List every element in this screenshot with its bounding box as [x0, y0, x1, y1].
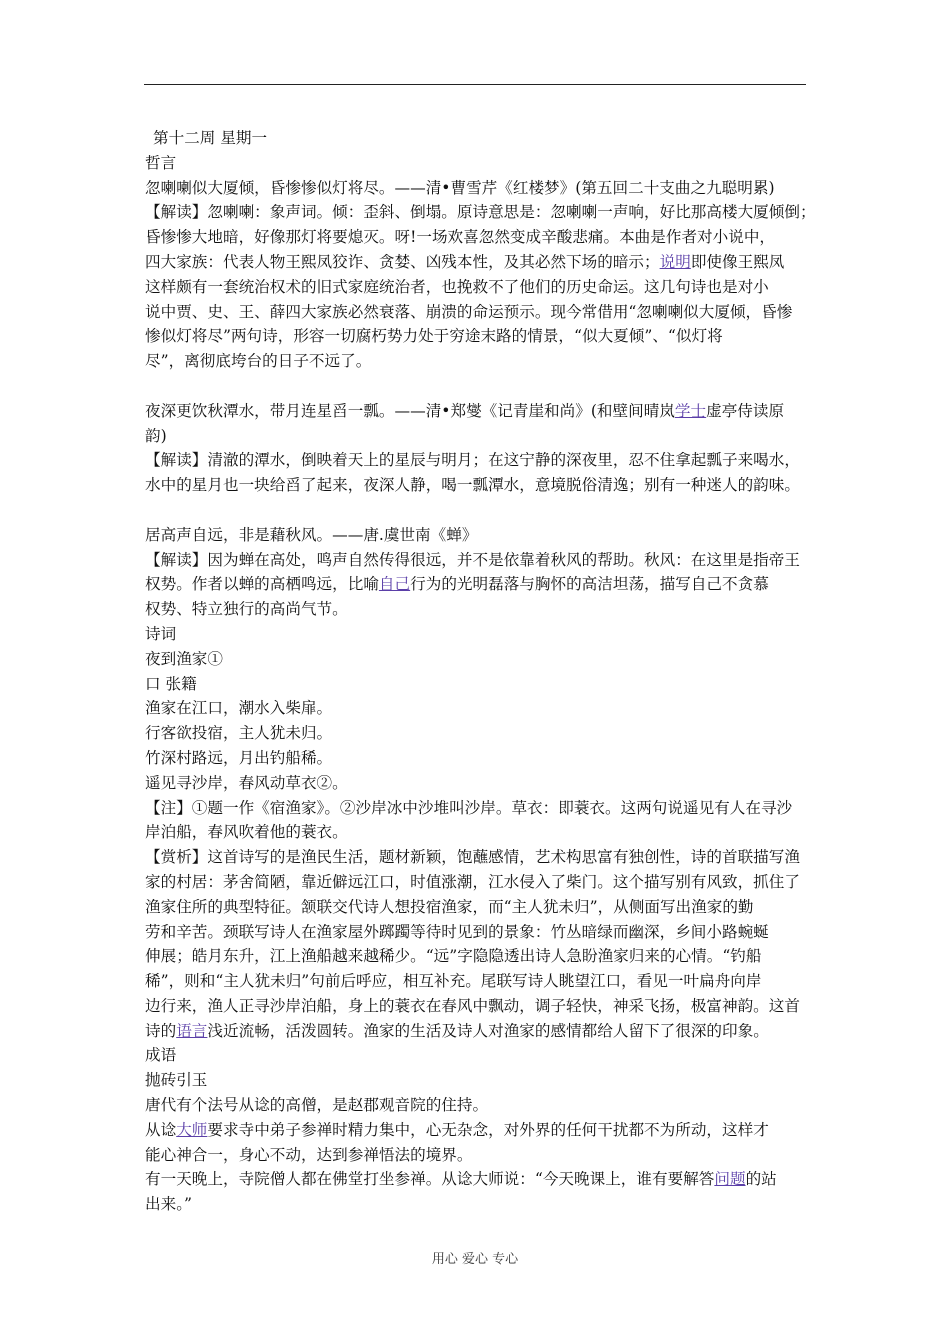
- idiom-story: 出来。”: [145, 1195, 192, 1214]
- poem-title: 夜到渔家①: [145, 649, 223, 668]
- header-rule: [144, 84, 806, 85]
- quote-2-text: 韵): [145, 426, 167, 445]
- page-footer: 用心 爱心 专心: [431, 1252, 519, 1267]
- quote-2-text: [145, 399, 809, 424]
- week-heading: 第十二周 星期一: [153, 129, 268, 147]
- section-heading-philosophy: 哲言: [145, 153, 177, 172]
- link-yuyan[interactable]: 语言: [176, 1021, 208, 1040]
- quote-1-explanation: 尽”，离彻底垮台的日子不远了。: [145, 352, 372, 371]
- poem-analysis: 边行来，渔人正寻沙岸泊船，身上的蓑衣在春风中飘动，调子轻快，神采飞扬，极富神韵。这首: [145, 996, 800, 1015]
- text-span: 夜深更饮秋潭水，带月连星舀一瓢。——清•郑燮《记青崖和尚》(和壁间晴岚: [145, 401, 675, 420]
- idiom-story: 能心神合一，身心不动，达到参禅悟法的境界。: [145, 1145, 473, 1164]
- poem-line: 行客欲投宿，主人犹未归。: [145, 724, 333, 743]
- text-span: 诗的: [145, 1021, 177, 1040]
- quote-1-explanation: 这样颇有一套统治权术的旧式家庭统治者，也挽救不了他们的历史命运。这几句诗也是对小: [145, 277, 769, 296]
- link-dashi[interactable]: 大师: [176, 1120, 208, 1139]
- quote-1-explanation: 【解读】忽喇喇：象声词。倾：歪斜、倒塌。原诗意思是：忽喇喇一声响，好比那高楼大厦倾倒；: [145, 203, 816, 222]
- section-heading-idiom: 成语: [145, 1046, 177, 1065]
- poem-analysis: 【赏析】这首诗写的是渔民生活，题材新颖，饱蘸感情，艺术构思富有独创性，诗的首联描写渔: [145, 848, 800, 867]
- text-span: 即使像王熙凤: [690, 252, 785, 271]
- quote-3-explanation: 【解读】因为蝉在高处，鸣声自然传得很远，并不是依靠着秋风的帮助。秋风：在这里是指帝王: [145, 550, 800, 569]
- quote-1-explanation: [145, 250, 809, 275]
- text-span: 权势。作者以蝉的高栖鸣远，比喻: [145, 575, 379, 594]
- poem-line: 遥见寻沙岸，春风动草衣②。: [145, 773, 348, 792]
- quote-1-explanation: 惨似灯将尽”两句诗，形容一切腐朽势力处于穷途末路的情景，“似大夏倾”、“似灯将: [145, 327, 723, 346]
- text-span: 四大家族：代表人物王熙凤狡诈、贪婪、凶残本性，及其必然下场的暗示；: [145, 252, 660, 271]
- poem-analysis: 伸展；皓月东升，江上渔船越来越稀少。“远”字隐隐透出诗人急盼渔家归来的心情。“钓船: [145, 947, 762, 966]
- text-span: 从谂: [145, 1120, 177, 1139]
- spacer: [145, 374, 809, 399]
- quote-3-explanation: 权势、特立独行的高尚气节。: [145, 600, 348, 619]
- quote-2-explanation: 【解读】清澈的潭水，倒映着天上的星辰与明月；在这宁静的深夜里，忍不住拿起瓢子来喝水，: [145, 451, 800, 470]
- text-span: 的站: [745, 1170, 777, 1189]
- poem-line: 渔家在江口，潮水入柴扉。: [145, 699, 333, 718]
- text-span: 浅近流畅，活泼圆转。渔家的生活及诗人对渔家的感情都给人留下了很深的印象。: [207, 1021, 769, 1040]
- idiom-title: 抛砖引玉: [145, 1071, 208, 1090]
- poem-analysis: 稀”，则和“主人犹未归”句前后呼应，相互补充。尾联写诗人眺望江口，看见一叶扁舟向岸: [145, 972, 762, 991]
- idiom-story: [145, 1167, 809, 1192]
- poem-analysis: 劳和辛苦。颈联写诗人在渔家屋外踯躅等待时见到的景象：竹丛暗绿而幽深，乡间小路蜿蜒: [145, 922, 769, 941]
- poem-analysis: 家的村居：茅舍简陋，靠近僻远江口，时值涨潮，江水侵入了柴门。这个描写别有风致，抓住了: [145, 872, 800, 891]
- quote-1-explanation: 说中贾、史、王、薛四大家族必然衰落、崩溃的命运预示。现今常借用“忽喇喇似大厦倾，昏惨: [145, 302, 793, 321]
- poem-analysis: [145, 1019, 809, 1044]
- poem-author: 口 张籍: [145, 674, 197, 693]
- link-wenti[interactable]: 问题: [714, 1170, 746, 1189]
- poem-note: 【注】①题一作《宿渔家》。②沙岸冰中沙堆叫沙岸。草衣：即蓑衣。这两句说遥见有人在寻沙: [145, 798, 793, 817]
- idiom-story: 唐代有个法号从谂的高僧，是赵郡观音院的住持。: [145, 1096, 489, 1115]
- spacer: [145, 498, 809, 523]
- quote-3-text: 居高声自远，非是藉秋风。——唐.虞世南《蝉》: [145, 525, 478, 544]
- document-body: [145, 126, 816, 1217]
- poem-analysis: 渔家住所的典型特征。颔联交代诗人想投宿渔家，而“主人犹未归”，从侧面写出渔家的勤: [145, 897, 754, 916]
- poem-line: 竹深村路远，月出钓船稀。: [145, 748, 333, 767]
- quote-1-explanation: 昏惨惨大地暗，好像那灯将要熄灭。呀!一场欢喜忽然变成辛酸悲痛。本曲是作者对小说中，: [145, 228, 776, 247]
- quote-1-text: 忽喇喇似大厦倾，昏惨惨似灯将尽。——清•曹雪芹《红楼梦》(第五回二十支曲之九聪明累): [145, 178, 775, 197]
- text-span: 要求寺中弟子参禅时精力集中，心无杂念，对外界的任何干扰都不为所动，这样才: [207, 1120, 769, 1139]
- link-xueshi[interactable]: 学士: [674, 401, 707, 420]
- quote-3-explanation: [145, 572, 809, 597]
- text-span: 有一天晚上，寺院僧人都在佛堂打坐参禅。从谂大师说：“今天晚课上，谁有要解答: [145, 1170, 715, 1189]
- section-heading-poetry: 诗词: [145, 624, 177, 643]
- idiom-story: [145, 1118, 809, 1143]
- quote-2-explanation: 水中的星月也一块给舀了起来，夜深人静，喝一瓢潭水，意境脱俗清逸；别有一种迷人的韵味。: [145, 476, 800, 495]
- link-shuoming[interactable]: 说明: [659, 252, 691, 271]
- link-ziji[interactable]: 自己: [378, 575, 411, 594]
- poem-note: 岸泊船，春风吹着他的蓑衣。: [145, 823, 348, 842]
- text-span: 行为的光明磊落与胸怀的高洁坦荡，描写自己不贪慕: [410, 575, 769, 594]
- text-span: 虚亭侍读原: [706, 401, 785, 420]
